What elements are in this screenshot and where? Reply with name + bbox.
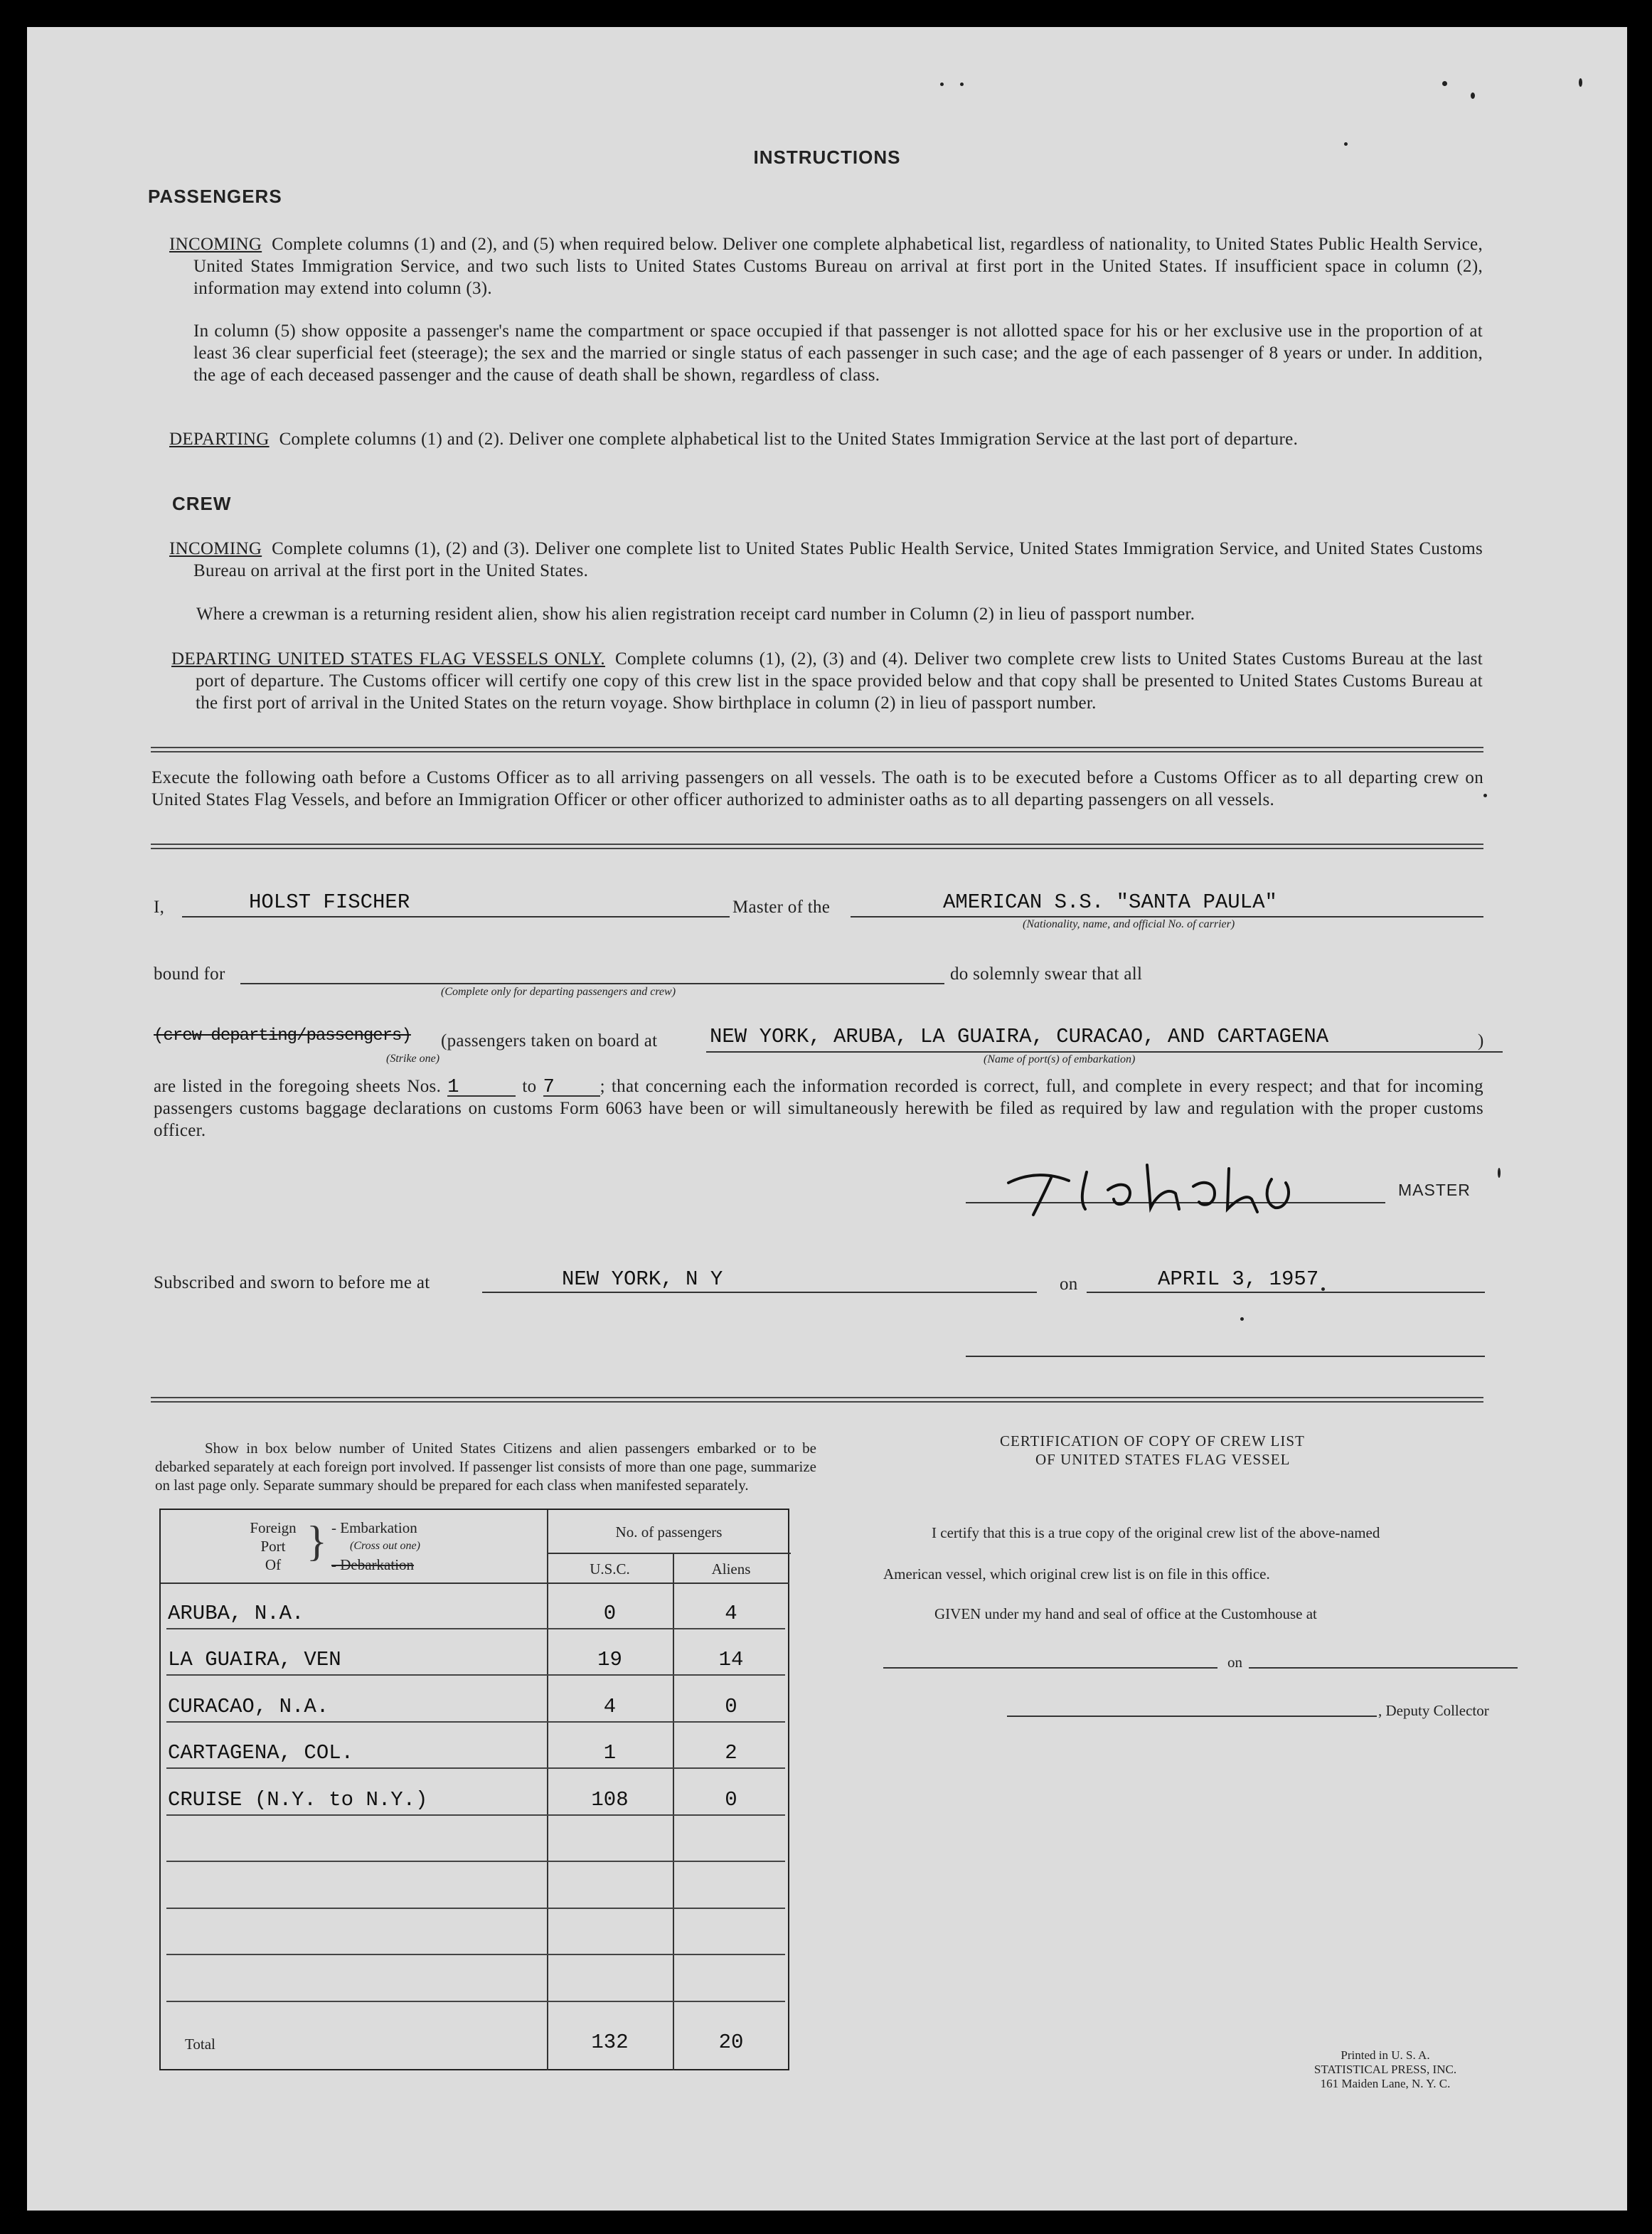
sheet-to-value: 7 — [543, 1077, 555, 1098]
close-paren: ) — [1478, 1031, 1484, 1050]
swear-label: do solemnly swear that all — [950, 964, 1143, 984]
ports-value: NEW YORK, ARUBA, LA GUAIRA, CURACAO, AND CARTAGENA — [710, 1025, 1329, 1048]
to-label: to — [522, 1077, 537, 1096]
struck-category: (crew departing/passengers) — [154, 1026, 411, 1046]
crew-departing-label: DEPARTING UNITED STATES FLAG VESSELS ONLY. — [171, 649, 605, 669]
table-body — [161, 1583, 791, 2002]
row-usc: 0 — [603, 1601, 617, 1625]
row-aliens: 4 — [725, 1601, 737, 1625]
scan-speck — [960, 83, 964, 86]
oath-intro-paragraph: Execute the following oath before a Customs Officer as to all arriving passengers on all vessels. The oath is to be executed before a Customs Officer as to all departing crew on United States Flag Vessels, and before an Immigration Officer or other officer authorized to administer oaths as to all departing passengers on all vessels. — [151, 768, 1483, 809]
header-debarkation: - Debarkation — [331, 1556, 415, 1573]
crew-incoming-paragraph — [169, 538, 1483, 582]
header-embark-debark — [331, 1518, 420, 1574]
master-signature — [1001, 1144, 1400, 1222]
concerning-text: ; that concerning each the information recorded is correct, full, and complete in every respect; and that for incoming passengers customs baggage declarations on customs Form 6063 have been or will simultaneously herewith be filed as required by law and regulation with the proper customs officer. — [154, 1077, 1483, 1140]
printer-imprint — [1264, 2048, 1506, 2091]
bound-for-line — [240, 983, 944, 984]
passengers-departing-paragraph — [169, 428, 1483, 450]
scan-speck — [1344, 142, 1348, 146]
listed-label: are listed in the foregoing sheets Nos. — [154, 1077, 442, 1096]
deputy-collector-label: , Deputy Collector — [1378, 1702, 1489, 1719]
crew-departing-text: Complete columns (1), (2), (3) and (4). Deliver two complete crew lists to United States Customs Bureau at the last port of departure. The Customs officer will certify one copy of this crew list in the space provided below and that copy shall be presented to United States Customs Bureau at the first port of arrival in the United States on the return voyage. Show birthplace in column (2) in lieu of passport number. — [196, 649, 1483, 713]
certification-on-label: on — [1227, 1654, 1242, 1671]
section-divider — [151, 1397, 1483, 1403]
master-label: MASTER — [1398, 1181, 1471, 1199]
table-row — [161, 1816, 791, 1863]
vessel-value: AMERICAN S.S. "SANTA PAULA" — [943, 890, 1277, 914]
bound-for-label: bound for — [154, 964, 225, 984]
summary-box-instructions: Show in box below number of United States Citizens and alien passengers embarked or to be debarked separately at each foreign port involved. If passenger list consists of more than one page, summarize on last page only. Separate summary should be prepared for each class when manifested separately. — [155, 1440, 816, 1494]
certification-title-line1: CERTIFICATION OF COPY OF CREW LIST — [1000, 1432, 1305, 1450]
row-port: LA GUAIRA, VEN — [168, 1648, 341, 1672]
crew-heading: CREW — [172, 493, 232, 514]
passengers-incoming-label: INCOMING — [169, 235, 262, 254]
total-row — [161, 2002, 791, 2070]
passengers-departing-label: DEPARTING — [169, 430, 270, 449]
scan-speck — [1483, 794, 1487, 797]
crew-departing-paragraph — [171, 648, 1483, 714]
passengers-heading: PASSENGERS — [148, 186, 282, 207]
row-aliens: 14 — [718, 1648, 744, 1672]
scan-speck — [1321, 1287, 1325, 1291]
total-usc-value: 132 — [591, 2031, 629, 2054]
section-divider — [151, 844, 1483, 849]
row-usc: 4 — [603, 1694, 617, 1718]
header-divider — [547, 1553, 791, 1554]
document-page — [27, 27, 1627, 2211]
row-port: CARTAGENA, COL. — [168, 1741, 354, 1765]
customhouse-place-line — [883, 1667, 1217, 1669]
printer-line3: 161 Maiden Lane, N. Y. C. — [1320, 2077, 1451, 2090]
row-port: CURACAO, N.A. — [168, 1694, 329, 1718]
header-embarkation: - Embarkation — [331, 1519, 417, 1536]
sworn-date-line — [1087, 1292, 1485, 1293]
master-name-line — [182, 916, 730, 917]
vessel-line — [851, 916, 1483, 917]
section-divider — [151, 747, 1483, 752]
sheet-to-field — [543, 1079, 600, 1097]
printer-line2: STATISTICAL PRESS, INC. — [1313, 2063, 1457, 2076]
passengers-incoming-paragraph — [169, 233, 1483, 299]
row-port: CRUISE (N.Y. to N.Y.) — [168, 1787, 428, 1812]
sworn-date-value: APRIL 3, 1957 — [1158, 1267, 1319, 1291]
master-name-value: HOLST FISCHER — [249, 890, 410, 914]
passengers-departing-text: Complete columns (1) and (2). Deliver one complete alphabetical list to the United States Immigration Service at the last port of departure. — [279, 430, 1299, 449]
table-row — [161, 1629, 791, 1676]
ports-caption: (Name of port(s) of embarkation) — [984, 1053, 1136, 1065]
taken-on-board-label: (passengers taken on board at — [441, 1031, 658, 1050]
header-number-of-passengers: No. of passengers — [615, 1523, 723, 1541]
row-usc: 19 — [597, 1648, 622, 1672]
row-aliens: 0 — [725, 1694, 737, 1718]
header-foreign: Foreign — [250, 1519, 297, 1536]
passengers-incoming-text: Complete columns (1) and (2), and (5) when required below. Deliver one complete alphabetical list, regardless of nationality, to United States Public Health Service, United States Immigration Service, and two such lists to United States Customs Bureau on arrival at first port in the United States. If insufficient space in column (2), information may extend into column (3). — [193, 235, 1483, 298]
header-usc: U.S.C. — [590, 1560, 630, 1578]
scan-speck — [1442, 81, 1447, 86]
certification-line2: American vessel, which original crew list is on file in this office. — [883, 1565, 1270, 1583]
header-aliens: Aliens — [711, 1560, 751, 1578]
certification-date-line — [1249, 1667, 1518, 1669]
header-port: Port — [260, 1538, 286, 1555]
passengers-column5-paragraph: In column (5) show opposite a passenger's name the compartment or space occupied if that passenger is not allotted space for his or her exclusive use in the proportion of at least 36 clear superficial feet (steerage); the sex and the married or single status of each passenger in such case; and the age of each passenger of 8 years or under. In addition, the age of each deceased passenger and the cause of death shall be shown, regardless of class. — [193, 321, 1483, 385]
total-label: Total — [185, 2036, 215, 2053]
total-aliens-value: 20 — [718, 2031, 744, 2054]
brace-icon: } — [307, 1518, 327, 1565]
certification-title-line2: OF UNITED STATES FLAG VESSEL — [1035, 1451, 1291, 1468]
scan-speck — [1498, 1168, 1501, 1178]
bound-for-caption: (Complete only for departing passengers and crew) — [441, 986, 676, 998]
row-port: ARUBA, N.A. — [168, 1601, 304, 1625]
scan-speck — [1471, 92, 1475, 99]
row-aliens: 0 — [725, 1787, 737, 1812]
crew-resident-alien-paragraph: Where a crewman is a returning resident alien, show his alien registration receipt card number in Column (2) in lieu of passport number. — [196, 605, 1195, 624]
sheet-from-value: 1 — [447, 1077, 459, 1098]
ports-line — [706, 1051, 1503, 1053]
printer-line1: Printed in U. S. A. — [1341, 2048, 1430, 2062]
subscribed-label: Subscribed and sworn to before me at — [154, 1273, 430, 1292]
sworn-place-value: NEW YORK, N Y — [562, 1267, 723, 1291]
row-usc: 108 — [591, 1787, 629, 1812]
passenger-summary-table — [159, 1509, 789, 2070]
crew-incoming-label: INCOMING — [169, 539, 262, 558]
table-row — [161, 1955, 791, 2002]
table-row — [161, 1676, 791, 1723]
oath-i-label: I, — [154, 898, 165, 917]
row-usc: 1 — [603, 1741, 617, 1765]
row-aliens: 2 — [725, 1741, 737, 1765]
on-label: on — [1060, 1275, 1078, 1294]
table-row — [161, 1583, 791, 1629]
header-of: Of — [265, 1556, 282, 1573]
scan-speck — [940, 83, 944, 86]
certification-title — [878, 1432, 1624, 1469]
header-foreign-port-of — [245, 1518, 302, 1574]
master-of-label: Master of the — [732, 898, 831, 917]
sheets-listed-paragraph — [154, 1075, 1483, 1142]
deputy-collector-signature-line — [1007, 1716, 1377, 1717]
strike-caption: (Strike one) — [386, 1053, 440, 1065]
table-row — [161, 1723, 791, 1770]
table-row — [161, 1909, 791, 1956]
officer-signature-line — [966, 1356, 1485, 1357]
sheet-from-field — [447, 1079, 516, 1097]
scan-speck — [1579, 78, 1582, 87]
table-row — [161, 1769, 791, 1816]
vessel-caption: (Nationality, name, and official No. of carrier) — [1023, 918, 1235, 930]
sworn-place-line — [482, 1292, 1037, 1293]
certification-line3: GIVEN under my hand and seal of office at the Customhouse at — [934, 1605, 1317, 1622]
header-cross-out: (Cross out one) — [350, 1540, 420, 1552]
table-row — [161, 1862, 791, 1909]
page-title: INSTRUCTIONS — [753, 147, 901, 168]
crew-incoming-text: Complete columns (1), (2) and (3). Deliver one complete list to United States Public Health Service, United States Immigration Service, and United States Customs Bureau on arrival at the first port in the United States. — [193, 539, 1483, 580]
scan-speck — [1240, 1317, 1244, 1321]
certification-line1: I certify that this is a true copy of the original crew list of the above-named — [932, 1524, 1380, 1541]
